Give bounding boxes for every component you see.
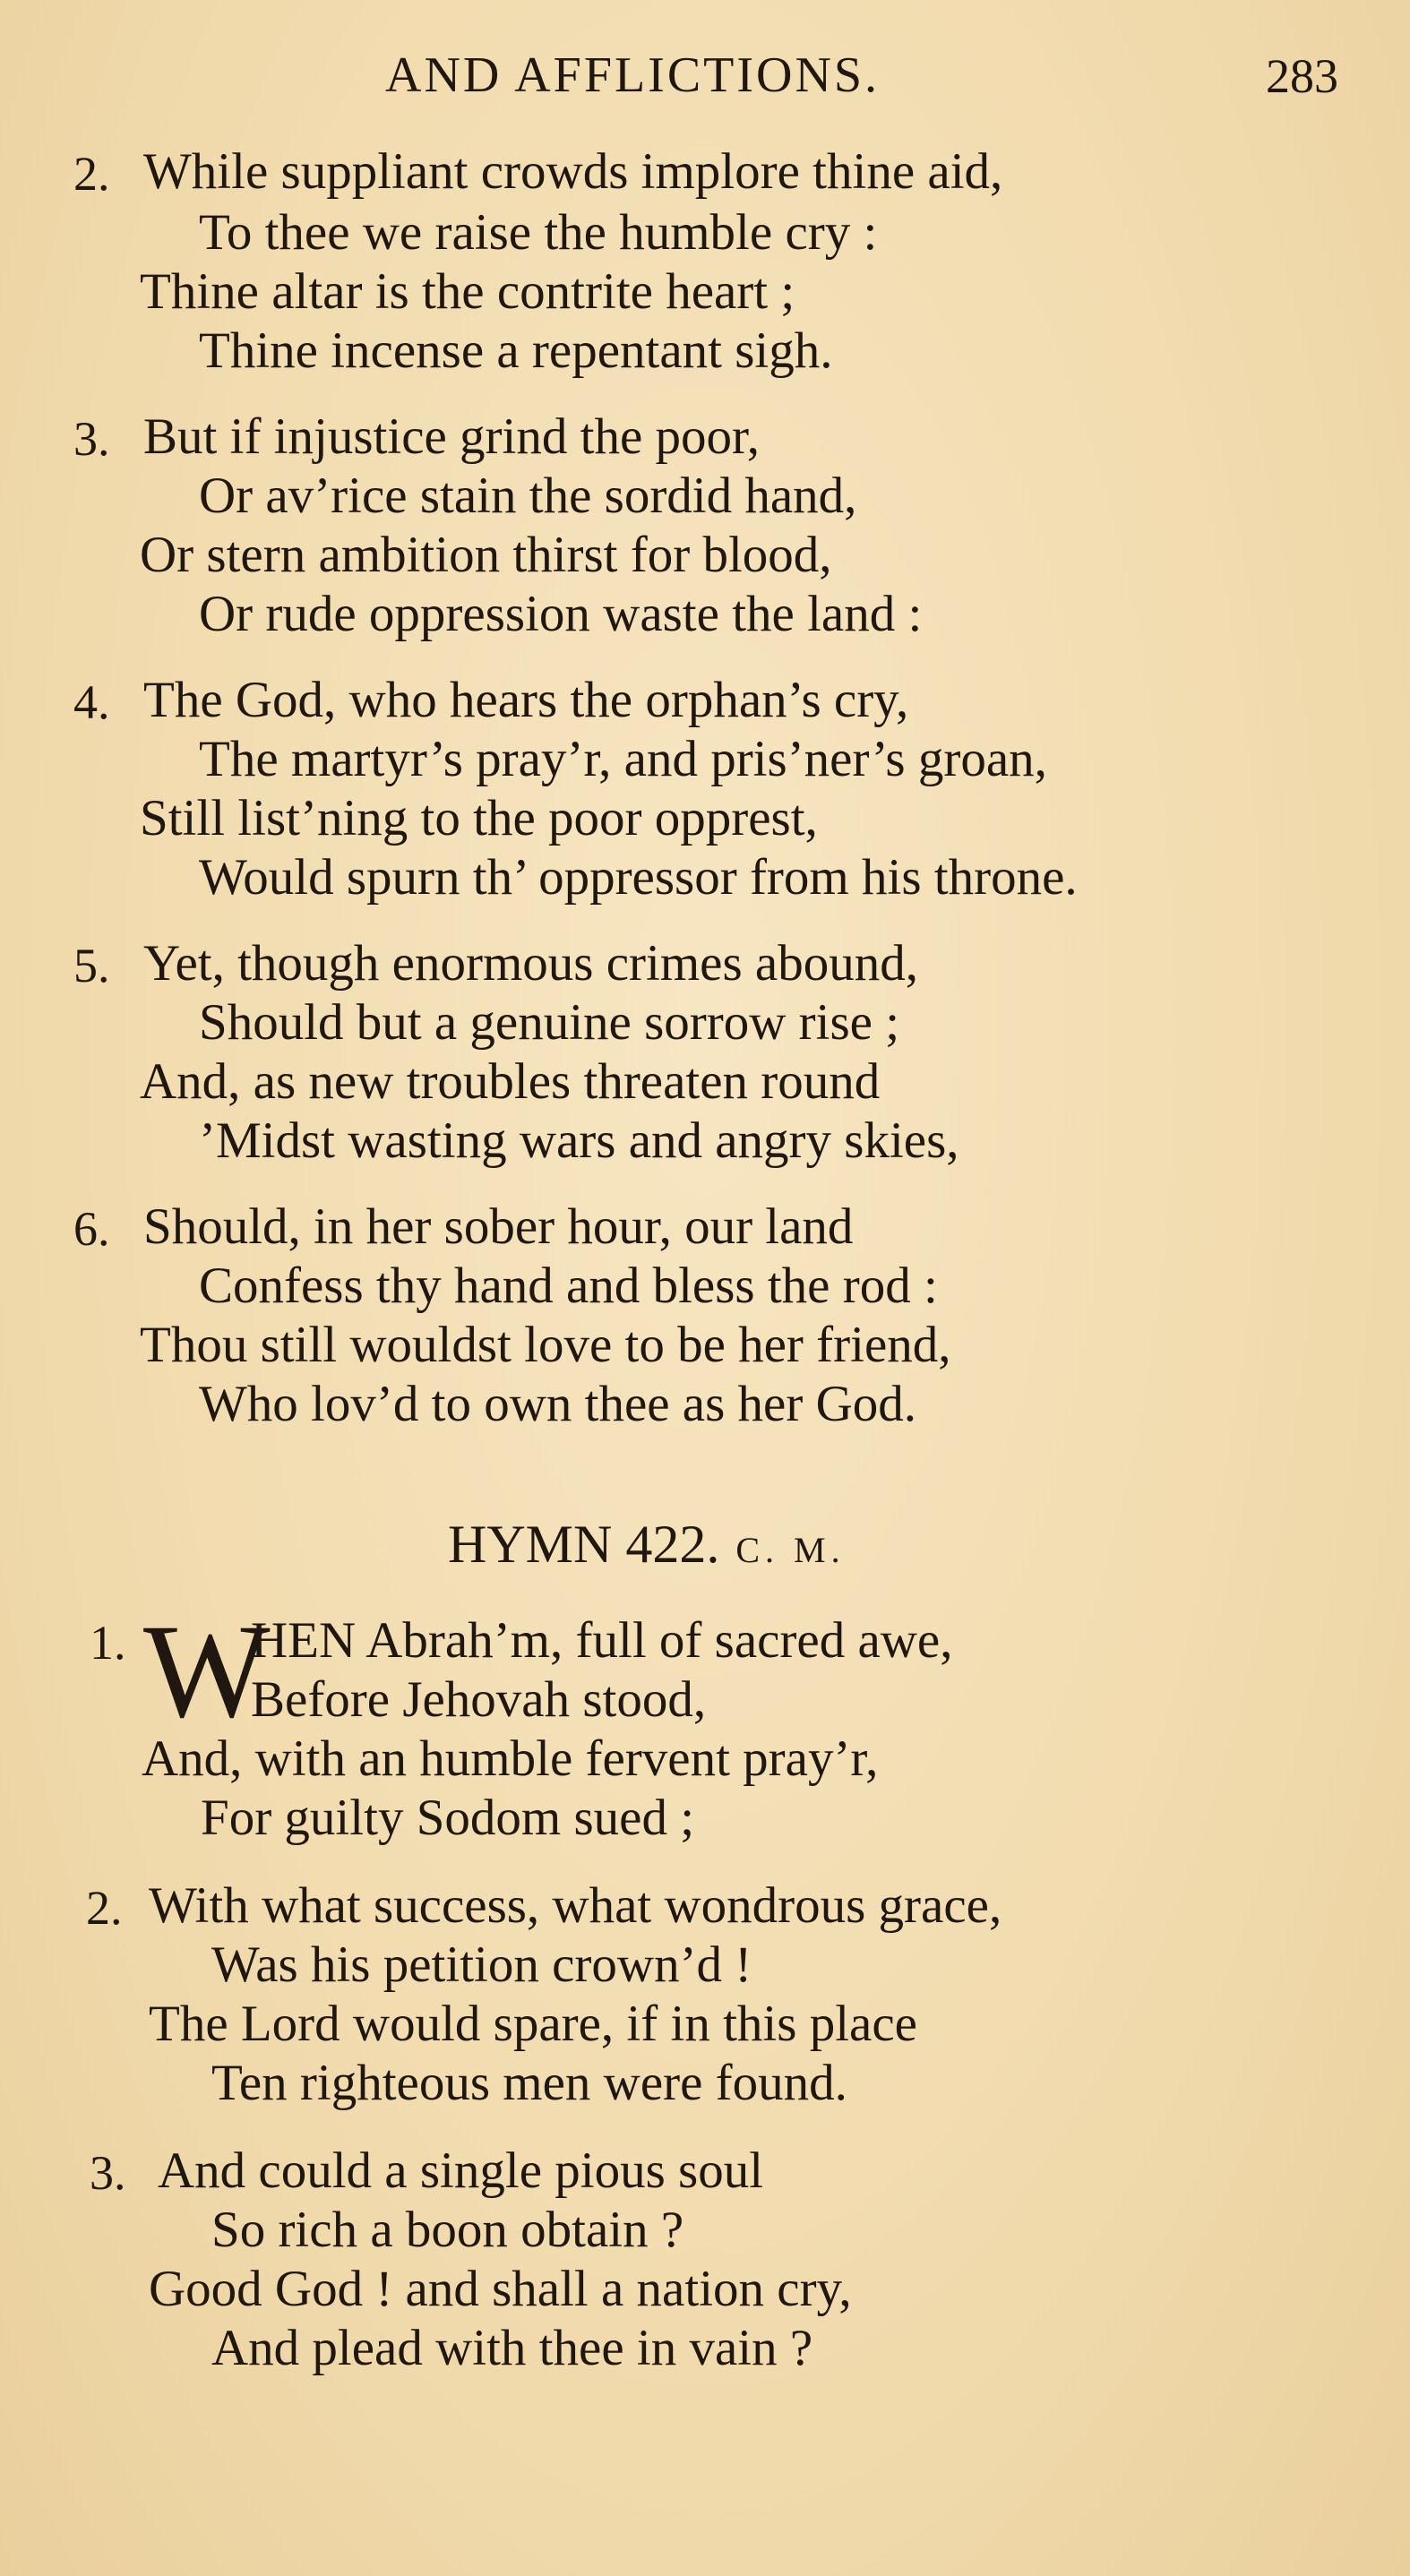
verse-line: Thine incense a repentant sigh.: [199, 322, 833, 379]
verse-line: But if injustice grind the poor,: [143, 408, 760, 465]
verse-line: Confess thy hand and bless the rod :: [199, 1258, 938, 1314]
verse-line: And could a single pious soul: [158, 2142, 764, 2199]
verse-line: Ten righteous men were found.: [211, 2055, 847, 2111]
hymn-heading: [448, 1514, 846, 1576]
verse-line: To thee we raise the humble cry :: [199, 204, 878, 261]
running-title: AND AFFLICTIONS.: [385, 47, 881, 103]
stanza-number: 5.: [73, 939, 110, 992]
verse-line: Who lov’d to own thee as her God.: [199, 1376, 916, 1432]
verse-line: ’Midst wasting wars and angry skies,: [199, 1112, 959, 1169]
stanza-number: 3.: [90, 2146, 126, 2200]
verse-line: With what success, what wondrous grace,: [149, 1877, 1002, 1934]
stanza-number: 6.: [73, 1202, 110, 1256]
verse-line: The God, who hears the orphan’s cry,: [143, 672, 909, 728]
page-number: 283: [1266, 49, 1338, 103]
verse-line: Thou still wouldst love to be her friend,: [140, 1317, 951, 1373]
verse-line: And, with an humble fervent pray’r,: [142, 1730, 879, 1787]
verse-line: Or av’rice stain the sordid hand,: [199, 468, 857, 524]
running-header: [0, 47, 1410, 118]
verse-line: While suppliant crowds implore thine aid,: [143, 143, 1003, 200]
stanza-number: 4.: [73, 675, 110, 729]
verse-line: Still list’ning to the poor opprest,: [140, 790, 818, 846]
verse-line: Or stern ambition thirst for blood,: [140, 527, 832, 583]
verse-line: Good God ! and shall a nation cry,: [149, 2261, 852, 2317]
verse-line: The Lord would spare, if in this place: [149, 1996, 917, 2052]
verse-line: Would spurn th’ oppressor from his throne.: [199, 849, 1078, 906]
verse-line: Before Jehovah stood,: [251, 1671, 707, 1728]
drop-cap: W: [143, 1597, 271, 1746]
verse-line: Should, in her sober hour, our land: [143, 1198, 854, 1255]
verse-line: So rich a boon obtain ?: [211, 2202, 684, 2258]
verse-line: Thine altar is the contrite heart ;: [140, 263, 795, 320]
stanza-number: 1.: [90, 1616, 126, 1670]
verse-line: The martyr’s pray’r, and pris’ner’s groan,: [199, 731, 1047, 787]
hymn-meter: C. M.: [735, 1530, 846, 1570]
verse-line: Or rude oppression waste the land :: [199, 586, 923, 642]
stanza-number: 2.: [86, 1881, 123, 1935]
stanza-number: 3.: [73, 412, 110, 466]
verse-line: For guilty Sodom sued ;: [201, 1790, 695, 1846]
verse-line: And, as new troubles threaten round: [140, 1053, 881, 1110]
hymn-title: HYMN 422.: [448, 1515, 720, 1574]
stanza-number: 2.: [73, 147, 110, 201]
verse-line: Should but a genuine sorrow rise ;: [199, 994, 900, 1051]
verse-line: Yet, though enormous crimes abound,: [143, 935, 918, 992]
verse-line: Was his petition crown’d !: [211, 1936, 752, 1993]
verse-line: HEN Abrah’m, full of sacred awe,: [251, 1612, 953, 1669]
verse-line: And plead with thee in vain ?: [211, 2320, 813, 2376]
